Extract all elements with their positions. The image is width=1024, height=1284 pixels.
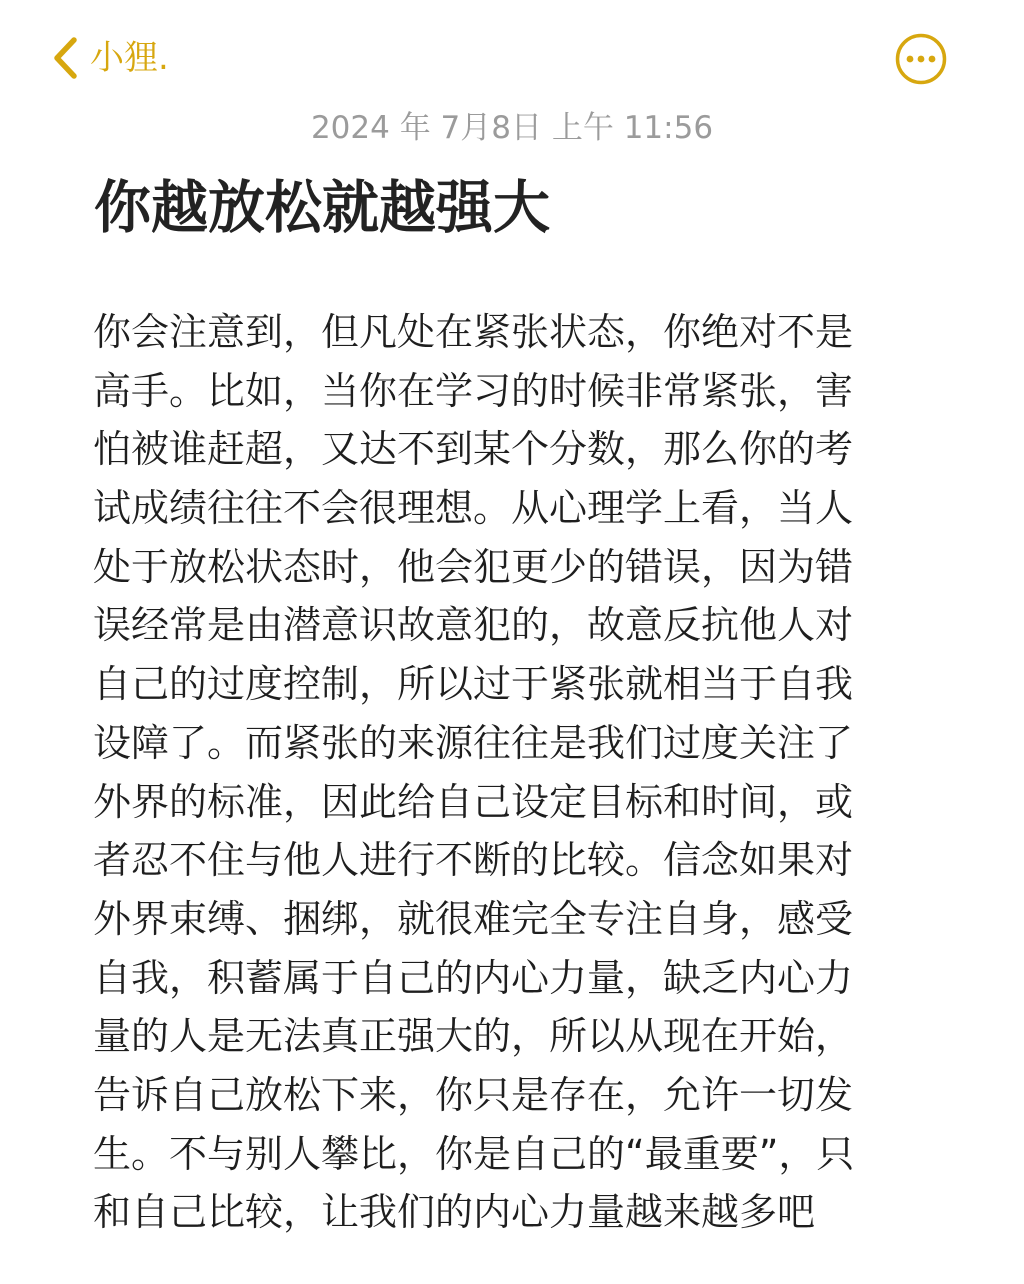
navigation-bar bbox=[0, 0, 1024, 115]
note-body-line: 处于放松状态时，他会犯更少的错误，因为错 bbox=[93, 544, 854, 589]
note-timestamp: 2024 年 7月8日 上午 11:56 bbox=[310, 110, 714, 146]
more-options-button[interactable] bbox=[894, 32, 948, 86]
ellipsis-circle-icon bbox=[894, 32, 948, 86]
back-button[interactable] bbox=[52, 30, 169, 86]
note-body-line: 量的人是无法真正强大的，所以从现在开始， bbox=[93, 1014, 854, 1059]
note-body-line: 你会注意到，但凡处在紧张状态，你绝对不是 bbox=[93, 310, 854, 354]
note-body-line: 自我，积蓄属于自己的内心力量，缺乏内心力 bbox=[93, 955, 854, 1000]
note-body-line: 生。不与别人攀比，你是自己的“最重要”，只 bbox=[93, 1131, 855, 1176]
note-body-line: 误经常是由潜意识故意犯的，故意反抗他人对 bbox=[93, 603, 854, 648]
chevron-left-icon bbox=[52, 36, 78, 80]
note-body-line: 外界束缚、捆绑，就很难完全专注自身，感受 bbox=[93, 896, 854, 941]
note-body-line: 外界的标准，因此给自己设定目标和时间，或 bbox=[93, 779, 854, 824]
note-body-line: 设障了。而紧张的来源往往是我们过度关注了 bbox=[93, 720, 854, 765]
note-body-line: 者忍不住与他人进行不断的比较。信念如果对 bbox=[93, 838, 854, 883]
back-label: 小狸. bbox=[90, 38, 169, 78]
note-body-line: 怕被谁赶超，又达不到某个分数，那么你的考 bbox=[93, 427, 854, 472]
note-body-line: 告诉自己放松下来，你只是存在，允许一切发 bbox=[93, 1072, 854, 1117]
note-body[interactable] bbox=[93, 303, 953, 1242]
note-title: 你越放松就越强大 bbox=[94, 175, 550, 241]
note-body-line: 试成绩往往不会很理想。从心理学上看，当人 bbox=[93, 486, 854, 531]
note-body-line: 和自己比较，让我们的内心力量越来越多吧 bbox=[93, 1190, 816, 1235]
note-body-line: 自己的过度控制，所以过于紧张就相当于自我 bbox=[93, 662, 854, 707]
note-body-line: 高手。比如，当你在学习的时候非常紧张，害 bbox=[93, 368, 854, 413]
